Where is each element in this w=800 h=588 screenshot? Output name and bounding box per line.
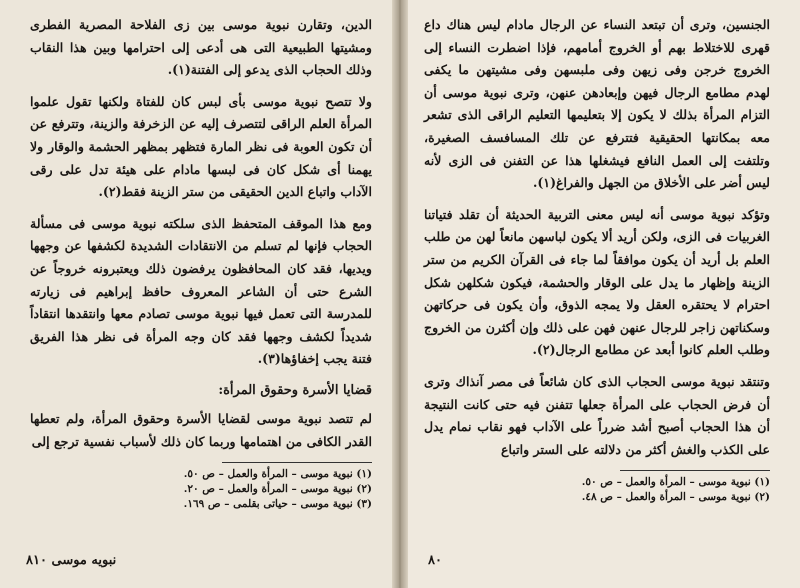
left-page [0,0,398,588]
footnote-divider [620,470,770,471]
paragraph: وتؤكد نبوية موسى أنه ليس معنى التربية الحديثة أن تقلد فتياتنا الغربيات فى الزى، ولكن أريد ألا يكون لباسهن مانعاً لهن من طلب العلم بل أريد أن يكون موافقاً لما جاء فى القرآن الكريم من ستر الزينة وإظهار ما يدل على الوقار والحشمة، فيكون شكلهن شكل احترام لا يحتقره العقل ولا يمجه الذوق، وأن يكون فى حركاتهن وسكناتهن زاجر للرجال عنهن فهن على ذلك وإن أكثرن من الخروج وطلب العلم كانوا أبعد عن مطامع الرجال(٢). [424,206,770,358]
section-heading: قضايا الأسرة وحقوق المرأة: [218,382,372,398]
paragraph: ومع هذا الموقف المتحفظ الذى سلكته نبوية موسى فى مسألة الحجاب فإنها لم تسلم من الانتقادات الشديدة لكشفها عن وجهها ويديها، فقد كان المحافظون يرفضون ذلك ويعتبرونه خروجاً عن الشرع حتى أن الشاعر المعروف حافظ إبراهيم فى زيارته للمدرسة التى تعمل فيها نبوية موسى تصادم معها وانتقدها انتقاداً شديداً لكشف وجهها فقد كان وجه المرأة فى نظر هذا الفريق فتنة يجب إخفاؤها(٣). [30,215,372,367]
paragraph: لم تتصد نبوية موسى لقضايا الأسرة وحقوق المرأة، ولم تعطها القدر الكافى من اهتمامها وربما كان ذلك لأسباب نفسية ترجع إلى [30,410,372,449]
right-footnotes [424,470,770,505]
footnote: (١) نبوية موسى – المرأة والعمل – ص ٥٠. [581,476,770,489]
right-page-number: ٨٠ [428,553,442,568]
footnote: (١) نبوية موسى – المرأة والعمل – ص ٥٠. [183,468,372,481]
footnote: (٣) نبوية موسى – حياتى بقلمى – ص ١٦٩. [183,498,372,511]
right-page [402,0,800,588]
book-gutter [392,0,408,588]
paragraph: وتنتقد نبوية موسى الحجاب الذى كان شائعاً فى مصر آنذاك وترى أن فرض الحجاب على المرأة جعلها تتفنن فيه حتى كانت النتيجة أن هذا الحجاب أصبح أشد ضرراً على الآداب فهو نقاب نمام يدل على الكذب والغش أكثر من دلالته على الستر واتباع [424,373,770,457]
footnote: (٢) نبوية موسى – المرأة والعمل – ص ٤٨. [581,491,770,504]
left-page-body [30,14,372,453]
paragraph: الدين، وتقارن نبوية موسى بين زى الفلاحة المصرية الفطرى ومشيتها الطبيعية التى هى أدعى إلى احترامها وبين هذا النقاب وذلك الحجاب الذى يدعو إلى الفتنة(١). [30,17,372,78]
paragraph: الجنسين، وترى أن تبتعد النساء عن الرجال مادام ليس هناك داع قهرى للاختلاط بهم أو الخروج أمامهم، فإذا اضطرت النساء إلى الخروج خرجن وفى زيهن وفى ملبسهن وفى مشيتهن ما يكفى لهدم مطامع الرجال فيهن وإبعادهن عنهن، وترى نبوية موسى أن التزام المرأة بذلك لا يكون إلا بتعليمها التعليم الراقى الذى تشعر معه بمكانتها الحقيقية فتترفع عن تلك المسافسف الصغيرة، وتلتفت إلى العمل النافع فيشغلها هذا عن التفنن فى الزى لأنه ليس أضر على الأخلاق من الجهل والفراغ(١). [424,17,770,191]
left-footnotes [30,462,372,512]
footnote: (٢) نبوية موسى – المرأة والعمل – ص ٢٠. [183,483,372,496]
paragraph: ولا تتصح نبوية موسى بأى لبس كان للفتاة ولكنها تقول علموا المرأة العلم الراقى لتتصرف إليه عن الزخرفة والزينة، وتترفع عن أن تكون العوبة فى نظر المارة فتظهر بمظهر الحشمة والوقار ولا يهمنا أى شكل كان فى لبسها مادام على هيئة تدل على رقى الآداب واتباع الدين الحقيقى من ستر الزينة فقط(٢). [30,93,372,200]
footnote-divider [222,462,372,463]
right-page-body [424,14,770,461]
left-page-number: نبويه موسى ٨١٠ [26,553,117,568]
